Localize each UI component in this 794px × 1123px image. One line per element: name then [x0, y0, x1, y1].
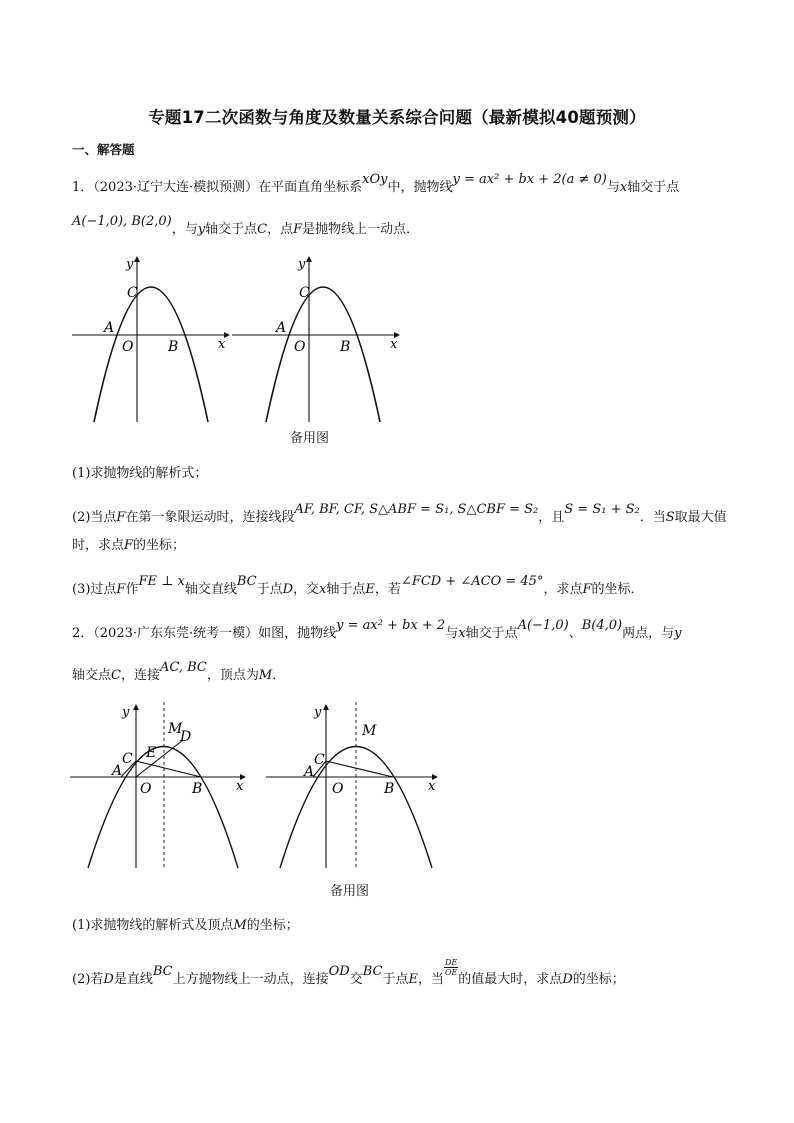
label-C: C: [127, 285, 138, 301]
label-B: B: [192, 781, 203, 797]
q2-backup-caption: 备用图: [330, 884, 370, 899]
label-C: C: [122, 751, 133, 767]
parabola: [266, 287, 380, 422]
q1-coord-system: xOy: [362, 172, 388, 187]
label-A: A: [304, 764, 315, 780]
label-x: x: [428, 779, 436, 794]
label-O: O: [122, 339, 134, 355]
q2-sub2: (2)若D是直线BC上方抛物线上一动点，连接OD交BC于点E，当 $\frac{DE}{OE}$ 的值最大时，求点D的坐标；: [72, 958, 625, 987]
q1-perp: FE ⊥ x: [138, 574, 185, 589]
label-x: x: [218, 337, 226, 352]
label-B: B: [384, 781, 395, 797]
label-A: A: [112, 763, 123, 779]
segment-OD: [136, 740, 183, 777]
q1-sub2-line1: (2)当点F在第一象限运动时，连接线段AF, BF, CF, S△ABF = S₁, S△CBF = S₂，且S = S₁ + S₂．当S取最大值: [72, 502, 727, 525]
q2-figure-backup: [262, 700, 452, 870]
label-M: M: [362, 723, 377, 739]
parabola: [88, 747, 238, 869]
q1-backup-caption: 备用图: [290, 431, 330, 446]
q2-point-A: A(−1,0): [517, 618, 569, 633]
parabola: [94, 287, 208, 422]
q1-stem-line2: A(−1,0), B(2,0)，与y轴交于点C，点F是抛物线上一动点．: [72, 214, 420, 237]
label-y: y: [126, 257, 134, 272]
label-E: E: [146, 745, 157, 761]
q1-source: （2023·辽宁大连·模拟预测）: [93, 180, 259, 195]
page-title: 专题17二次函数与角度及数量关系综合问题（最新模拟40题预测）: [148, 108, 646, 127]
label-A: A: [276, 320, 287, 336]
label-D: D: [180, 729, 192, 745]
q1-stem-line1: 1．（2023·辽宁大连·模拟预测）在平面直角坐标系xOy中，抛物线y = ax² + bx + 2(a ≠ 0)与x轴交于点: [72, 172, 680, 195]
label-y: y: [122, 705, 130, 720]
y-axis-arrow-icon: [323, 704, 329, 710]
label-C: C: [299, 285, 310, 301]
label-C: C: [314, 752, 325, 768]
q1-figure-backup: [228, 252, 406, 424]
label-A: A: [104, 320, 115, 336]
q2-fraction: $\frac{DE}{OE}$: [444, 958, 458, 977]
q2-stem-line2: 轴交点C，连接AC, BC，顶点为M．: [72, 660, 286, 683]
q2-equation: y = ax² + bx + 2: [336, 618, 446, 633]
y-axis-arrow-icon: [133, 704, 139, 710]
q1-angle: ∠FCD + ∠ACO = 45°: [400, 574, 544, 589]
q2-stem-line1: 2．（2023·广东东莞·统考一模）如图，抛物线y = ax² + bx + 2与x轴交于点A(−1,0)、B(4,0)两点，与y: [72, 618, 682, 641]
q1-sub2-line2: 时，求点F的坐标；: [72, 538, 186, 553]
q1-points: A(−1,0), B(2,0): [72, 214, 172, 229]
q1-sum: S = S₁ + S₂: [564, 502, 640, 517]
q2-number: 2．: [72, 626, 94, 641]
label-O: O: [140, 781, 152, 797]
q1-sub3: (3)过点F作FE ⊥ x轴交直线BC于点D，交x轴于点E，若∠FCD + ∠ACO = 45°，求点F的坐标．: [72, 574, 644, 597]
label-O: O: [294, 339, 306, 355]
q1-number: 1．: [72, 180, 94, 195]
q2-segments: AC, BC: [159, 660, 207, 675]
q2-point-B: B(4,0): [581, 618, 623, 633]
segment-BC: [326, 761, 393, 777]
q1-figure-main: [66, 252, 236, 424]
label-O: O: [332, 781, 344, 797]
label-x: x: [236, 779, 244, 794]
q1-sub1: (1)求抛物线的解析式；: [72, 466, 208, 481]
section-heading: 一、解答题: [72, 142, 135, 157]
label-x: x: [390, 337, 398, 352]
label-B: B: [168, 339, 179, 355]
label-M: M: [168, 721, 183, 737]
q2-figure-main: [66, 700, 256, 870]
q1-equation: y = ax² + bx + 2(a ≠ 0): [452, 172, 607, 187]
label-B: B: [340, 339, 351, 355]
q1-segments: AF, BF, CF, S△ABF = S₁, S△CBF = S₂: [294, 502, 539, 517]
y-axis-arrow-icon: [306, 256, 312, 262]
q2-sub1: (1)求抛物线的解析式及顶点M的坐标；: [72, 918, 299, 933]
label-y: y: [298, 257, 306, 272]
y-axis-arrow-icon: [134, 256, 140, 262]
q2-source: （2023·广东东莞·统考一模）: [93, 626, 259, 641]
label-y: y: [314, 705, 322, 720]
